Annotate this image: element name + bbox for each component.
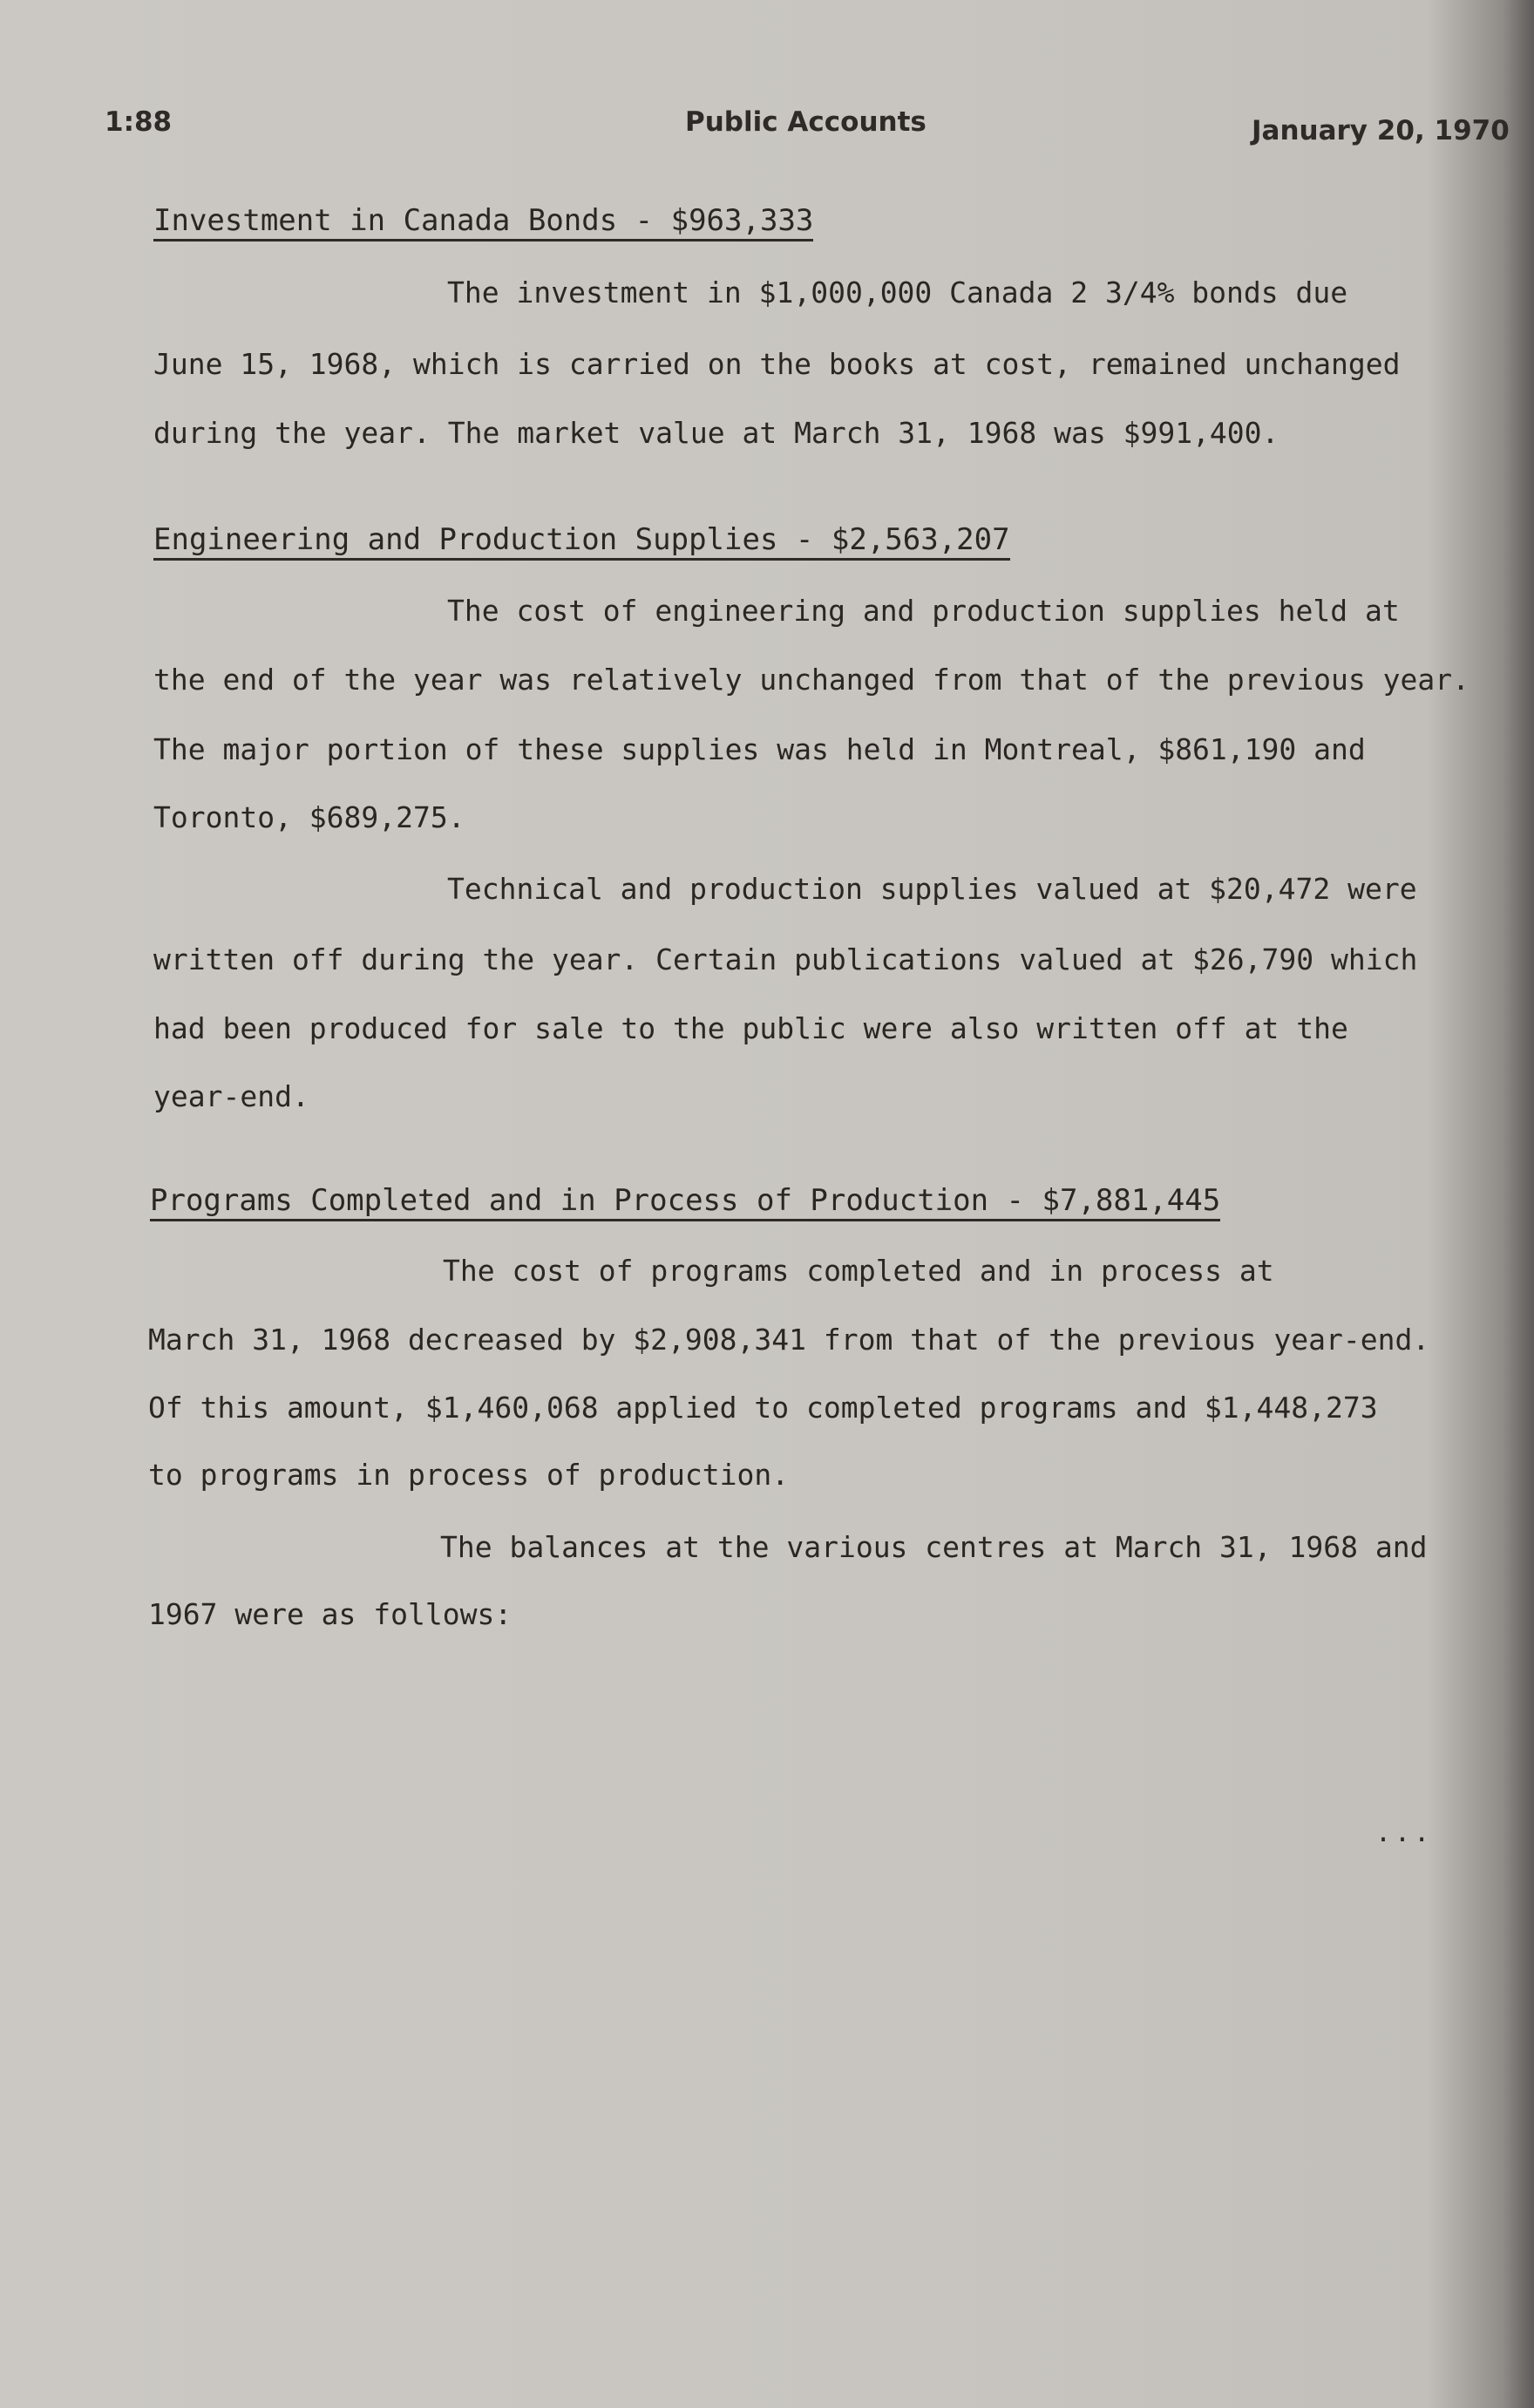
section-heading-programs: Programs Completed and in Process of Production - $7,881,445 bbox=[150, 1184, 1220, 1221]
paragraph-line: Technical and production supplies valued at $20,472 were bbox=[447, 872, 1417, 906]
paragraph-line: The cost of engineering and production supplies held at bbox=[447, 594, 1400, 628]
paragraph-line: The investment in $1,000,000 Canada 2 3/4% bonds due bbox=[447, 275, 1348, 310]
continuation-ellipsis: ... bbox=[1375, 1818, 1434, 1848]
paragraph-line: had been produced for sale to the public were also written off at the bbox=[153, 1011, 1348, 1045]
paragraph-line: the end of the year was relatively unchanged from that of the previous year. bbox=[153, 663, 1470, 697]
paragraph-line: during the year. The market value at March 31, 1968 was $991,400. bbox=[153, 416, 1279, 450]
paragraph-line: March 31, 1968 decreased by $2,908,341 from that of the previous year-end. bbox=[148, 1323, 1430, 1357]
paragraph-line: 1967 were as follows: bbox=[148, 1597, 512, 1631]
paragraph-line: year-end. bbox=[153, 1079, 309, 1113]
paragraph-line: The cost of programs completed and in process at bbox=[443, 1254, 1274, 1288]
paragraph-line: written off during the year. Certain publications valued at $26,790 which bbox=[153, 942, 1418, 976]
paragraph-line: The balances at the various centres at March 31, 1968 and bbox=[440, 1530, 1428, 1564]
paragraph-line: June 15, 1968, which is carried on the books at cost, remained unchanged bbox=[153, 347, 1401, 381]
header-date: January 20, 1970 bbox=[1252, 115, 1510, 146]
paragraph-line: Toronto, $689,275. bbox=[153, 800, 465, 834]
page-number: 1:88 bbox=[105, 106, 173, 138]
running-title: Public Accounts bbox=[685, 106, 927, 138]
paragraph-line: to programs in process of production. bbox=[148, 1458, 790, 1492]
section-heading-engineering-supplies: Engineering and Production Supplies - $2,563,207 bbox=[153, 523, 1010, 561]
paragraph-line: Of this amount, $1,460,068 applied to completed programs and $1,448,273 bbox=[148, 1391, 1378, 1425]
paragraph-line: The major portion of these supplies was held in Montreal, $861,190 and bbox=[153, 732, 1366, 766]
section-heading-canada-bonds: Investment in Canada Bonds - $963,333 bbox=[153, 204, 813, 241]
